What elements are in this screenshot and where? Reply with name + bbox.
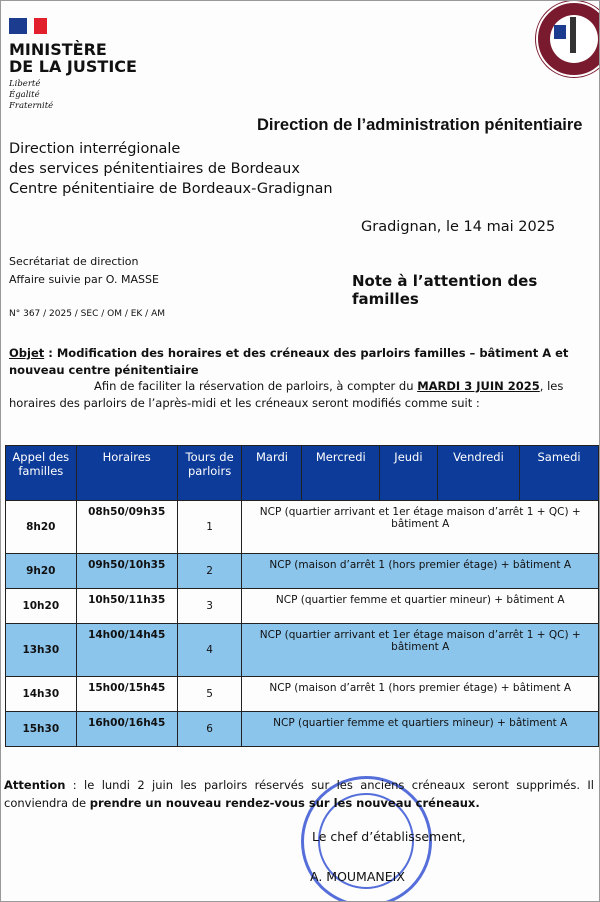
- object-label: Objet: [9, 346, 45, 360]
- ministry-line: MINISTÈRE: [9, 40, 107, 59]
- motto-line: Liberté: [9, 79, 41, 89]
- attention-paragraph: [4, 776, 594, 812]
- horaires-cell: 15h00/15h45: [76, 677, 177, 712]
- secretariat-line: Secrétariat de direction: [9, 255, 139, 268]
- column-header: Appel des familles: [6, 446, 77, 501]
- object-line: [9, 345, 594, 379]
- description-cell: NCP (quartier femme et quartiers mineur) + bâtiment A: [242, 712, 599, 747]
- tour-cell: 6: [177, 712, 242, 747]
- motto: [9, 79, 53, 112]
- horaires-cell: 16h00/16h45: [76, 712, 177, 747]
- description-cell: NCP (quartier femme et quartier mineur) + bâtiment A: [242, 589, 599, 624]
- signatory-name: A. MOUMANEIX: [310, 869, 405, 884]
- column-header: Tours de parloirs: [177, 446, 242, 501]
- penitentiary-seal-logo: [536, 1, 600, 77]
- ministry-name: [9, 41, 137, 75]
- administration-title: Direction de l’administration pénitentiaire: [257, 116, 583, 134]
- note-title: Note à l’attention des familles: [352, 272, 538, 308]
- secretariat-line: Affaire suivie par O. MASSE: [9, 273, 159, 286]
- sender-line: Direction interrégionale: [9, 141, 181, 157]
- ministry-line: DE LA JUSTICE: [9, 57, 137, 76]
- attention-text: : le lundi 2 juin les parloirs réservés sur les anciens créneaux seront supprimés. Il conviendra de: [4, 778, 594, 810]
- table-row: [6, 554, 599, 589]
- appel-cell: 8h20: [6, 501, 77, 554]
- intro-text: Afin de faciliter la réservation de parloirs, à compter du: [94, 379, 418, 393]
- intro-text: , les horaires des parloirs de l’après-midi et les créneaux seront modifiés comme suit :: [9, 379, 564, 410]
- marianne-flag-logo: [9, 18, 47, 34]
- signatory-title: Le chef d’établissement,: [312, 829, 466, 844]
- table-row: [6, 712, 599, 747]
- table-row: [6, 624, 599, 677]
- table-row: [6, 589, 599, 624]
- column-header: Samedi: [520, 446, 599, 501]
- tour-cell: 1: [177, 501, 242, 554]
- table-row: [6, 501, 599, 554]
- appel-cell: 13h30: [6, 624, 77, 677]
- intro-date: MARDI 3 JUIN 2025: [417, 379, 540, 393]
- motto-line: Égalité: [9, 90, 40, 100]
- description-cell: NCP (maison d’arrêt 1 (hors premier étage) + bâtiment A: [242, 554, 599, 589]
- appel-cell: 14h30: [6, 677, 77, 712]
- column-header: Mardi: [242, 446, 302, 501]
- object-text: : Modification des horaires et des créneaux des parloirs familles – bâtiment A et nouveau centre pénitentiaire: [9, 346, 569, 377]
- sender-line: Centre pénitentiaire de Bordeaux-Gradignan: [9, 181, 333, 197]
- appel-cell: 9h20: [6, 554, 77, 589]
- table-header-row: [6, 446, 599, 501]
- column-header: Jeudi: [380, 446, 438, 501]
- description-cell: NCP (quartier arrivant et 1er étage maison d’arrêt 1 + QC) + bâtiment A: [242, 501, 599, 554]
- tour-cell: 2: [177, 554, 242, 589]
- appel-cell: 10h20: [6, 589, 77, 624]
- horaires-cell: 10h50/11h35: [76, 589, 177, 624]
- tour-cell: 5: [177, 677, 242, 712]
- reference-number: N° 367 / 2025 / SEC / OM / EK / AM: [9, 309, 165, 319]
- attention-label: Attention: [4, 778, 66, 792]
- schedule-table: [5, 445, 599, 747]
- description-cell: NCP (maison d’arrêt 1 (hors premier étage) + bâtiment A: [242, 677, 599, 712]
- date: Gradignan, le 14 mai 2025: [361, 219, 556, 235]
- sender-block: [9, 139, 333, 199]
- tour-cell: 3: [177, 589, 242, 624]
- column-header: Vendredi: [437, 446, 519, 501]
- tour-cell: 4: [177, 624, 242, 677]
- table-row: [6, 677, 599, 712]
- motto-line: Fraternité: [9, 101, 54, 111]
- attention-bold-text: prendre un nouveau rendez-vous sur les nouveau créneaux.: [89, 796, 480, 810]
- horaires-cell: 09h50/10h35: [76, 554, 177, 589]
- column-header: Horaires: [76, 446, 177, 501]
- sender-line: des services pénitentiaires de Bordeaux: [9, 161, 300, 177]
- secretariat: [9, 253, 159, 289]
- horaires-cell: 14h00/14h45: [76, 624, 177, 677]
- intro-paragraph: [9, 378, 594, 412]
- column-header: Mercredi: [302, 446, 380, 501]
- horaires-cell: 08h50/09h35: [76, 501, 177, 554]
- appel-cell: 15h30: [6, 712, 77, 747]
- description-cell: NCP (quartier arrivant et 1er étage maison d’arrêt 1 + QC) + bâtiment A: [242, 624, 599, 677]
